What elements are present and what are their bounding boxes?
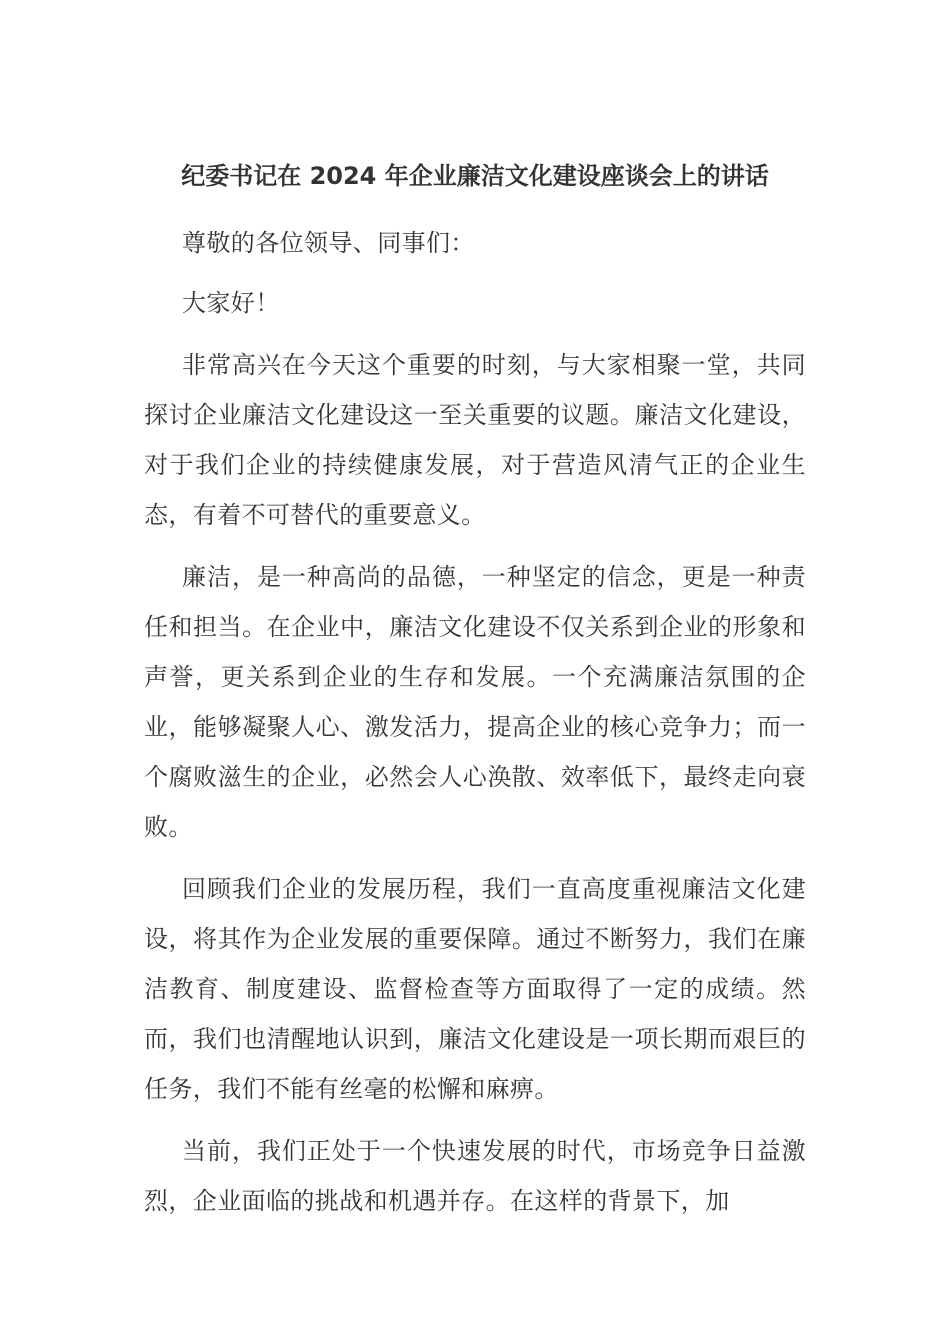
paragraph-3: 回顾我们企业的发展历程，我们一直高度重视廉洁文化建设，将其作为企业发展的重要保障。通过不断努力，我们在廉洁教育、制度建设、监督检查等方面取得了一定的成绩。然而，我们也清醒地认识到，廉洁文化建设是一项长期而艰巨的任务，我们不能有丝毫的松懈和麻痹。 <box>144 875 806 1103</box>
paragraph-4: 当前，我们正处于一个快速发展的时代，市场竞争日益激烈，企业面临的挑战和机遇并存。在这样的背景下，加 <box>144 1137 806 1215</box>
paragraph-1: 非常高兴在今天这个重要的时刻，与大家相聚一堂，共同探讨企业廉洁文化建设这一至关重要的议题。廉洁文化建设，对于我们企业的持续健康发展，对于营造风清气正的企业生态，有着不可替代的重要意义。 <box>144 351 806 529</box>
document-title: 纪委书记在 2024 年企业廉洁文化建设座谈会上的讲话 <box>181 162 769 190</box>
salutation: 尊敬的各位领导、同事们： <box>182 229 475 257</box>
greeting: 大家好！ <box>182 289 280 317</box>
document-body <box>144 158 806 1226</box>
paragraph-2: 廉洁，是一种高尚的品德，一种坚定的信念，更是一种责任和担当。在企业中，廉洁文化建设不仅关系到企业的形象和声誉，更关系到企业的生存和发展。一个充满廉洁氛围的企业，能够凝聚人心、激发活力，提高企业的核心竞争力；而一个腐败滋生的企业，必然会人心涣散、效率低下，最终走向衰败。 <box>144 563 806 841</box>
